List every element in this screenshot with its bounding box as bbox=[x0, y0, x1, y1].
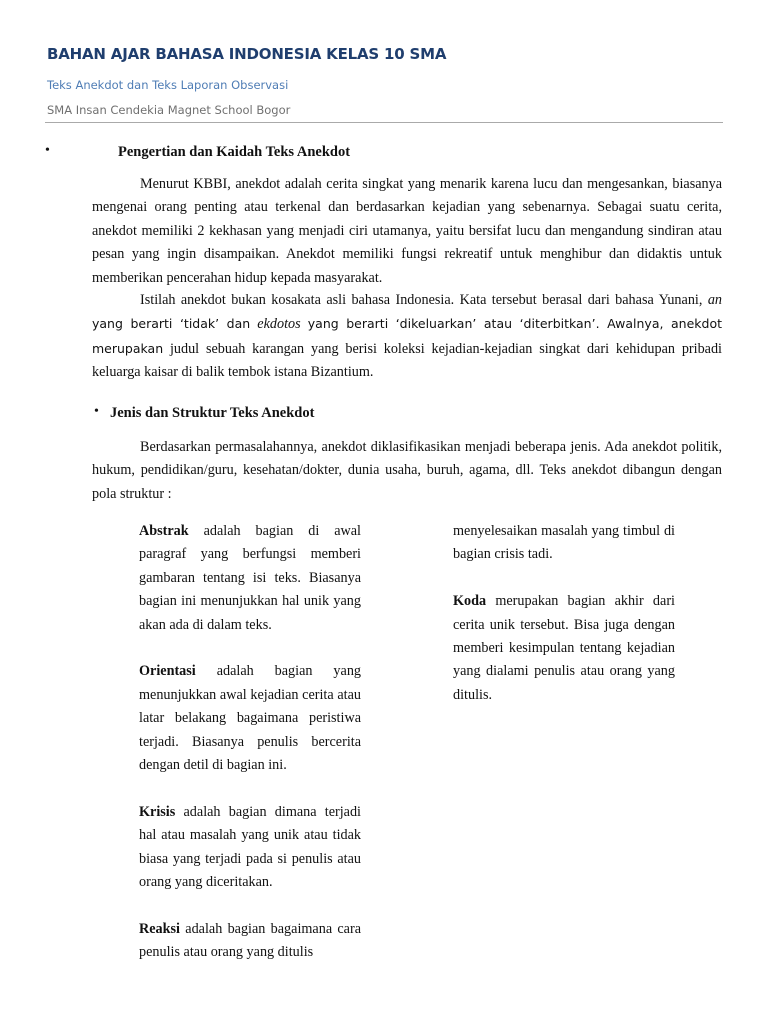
section-heading: Pengertian dan Kaidah Teks Anekdot bbox=[118, 144, 351, 160]
italic-term: ekdotos bbox=[257, 316, 301, 333]
italic-term: an bbox=[707, 292, 723, 308]
document-title: BAHAN AJAR BAHASA INDONESIA KELAS 10 SMA bbox=[47, 45, 447, 63]
structure-item bbox=[453, 590, 675, 707]
structure-item bbox=[139, 918, 361, 965]
definition: adalah bagian yang menunjukkan awal kejadian cerita atau latar belakang bagaimana peristiwa terjadi. Biasanya penulis bercerita dengan detil di bagian ini. bbox=[139, 663, 362, 774]
structure-left-column bbox=[139, 520, 361, 988]
term: Reaksi bbox=[139, 920, 180, 937]
term: Koda bbox=[453, 593, 487, 610]
term: Krisis bbox=[139, 803, 176, 820]
paragraph: Menurut KBBI, anekdot adalah cerita singkat yang menarik karena lucu dan mengesankan, biasanya mengenai orang penting atau terkenal dan berdasarkan kejadian yang sebenarnya. Sebagai suatu cerita, anekdot memiliki 2 kekhasan yang menjadi ciri utamanya, yaitu bersifat lucu dan mengandung sindiran atau pesan yang ingin disampaikan. Anekdot memiliki fungsi rekreatif untuk menghibur dan didaktis untuk memberikan pencerahan hidup kepada masyarakat. bbox=[92, 176, 722, 286]
definition: adalah bagian di awal paragraf yang berfungsi memberi gambaran tentang isi teks. Biasanya bagian ini menunjukkan hal unik yang akan ada di dalam teks. bbox=[139, 523, 362, 633]
document-subtitle: Teks Anekdot dan Teks Laporan Observasi bbox=[47, 78, 289, 92]
definition: adalah bagian dimana terjadi hal atau masalah yang unik atau tidak biasa yang terjadi pada si penulis atau orang yang diceritakan. bbox=[139, 803, 362, 891]
structure-item bbox=[139, 801, 361, 895]
definition: adalah bagian bagaimana cara penulis atau orang yang ditulis bbox=[139, 920, 362, 961]
structure-item bbox=[139, 520, 361, 637]
term: Orientasi bbox=[139, 663, 196, 680]
school-name: SMA Insan Cendekia Magnet School Bogor bbox=[47, 103, 291, 117]
text: judul sebuah karangan yang berisi koleksi kejadian-kejadian singkat dari kehidupan pribadi keluarga kaisar di balik tembok istana Bizantium. bbox=[92, 340, 723, 381]
text: yang berarti ‘tidak’ dan bbox=[92, 316, 251, 332]
section-heading: Jenis dan Struktur Teks Anekdot bbox=[110, 405, 315, 421]
term: Abstrak bbox=[139, 523, 189, 539]
header-divider bbox=[45, 122, 723, 123]
text: Istilah anekdot bukan kosakata asli bahasa Indonesia. Kata tersebut berasal dari bahasa Yunani, bbox=[140, 292, 703, 308]
paragraph bbox=[92, 289, 722, 385]
text: yang berarti ‘dikeluarkan’ atau ‘diterbitkan’. Awalnya, anekdot merupakan bbox=[92, 316, 722, 356]
paragraph: Berdasarkan permasalahannya, anekdot diklasifikasikan menjadi beberapa jenis. Ada anekdot politik, hukum, pendidikan/guru, kesehatan/dokter, dunia usaha, buruh, agama, dll. Teks anekdot dibangun dengan pola struktur : bbox=[92, 439, 722, 502]
structure-right-column bbox=[453, 520, 675, 731]
structure-item-continuation: menyelesaikan masalah yang timbul di bagian crisis tadi. bbox=[453, 523, 675, 563]
definition: merupakan bagian akhir dari cerita unik tersebut. Bisa juga dengan memberi kesimpulan tentang kejadian yang dialami penulis atau orang yang ditulis. bbox=[453, 593, 675, 703]
bullet-icon: • bbox=[94, 404, 99, 419]
bullet-icon: • bbox=[45, 143, 50, 158]
structure-item bbox=[139, 660, 361, 777]
